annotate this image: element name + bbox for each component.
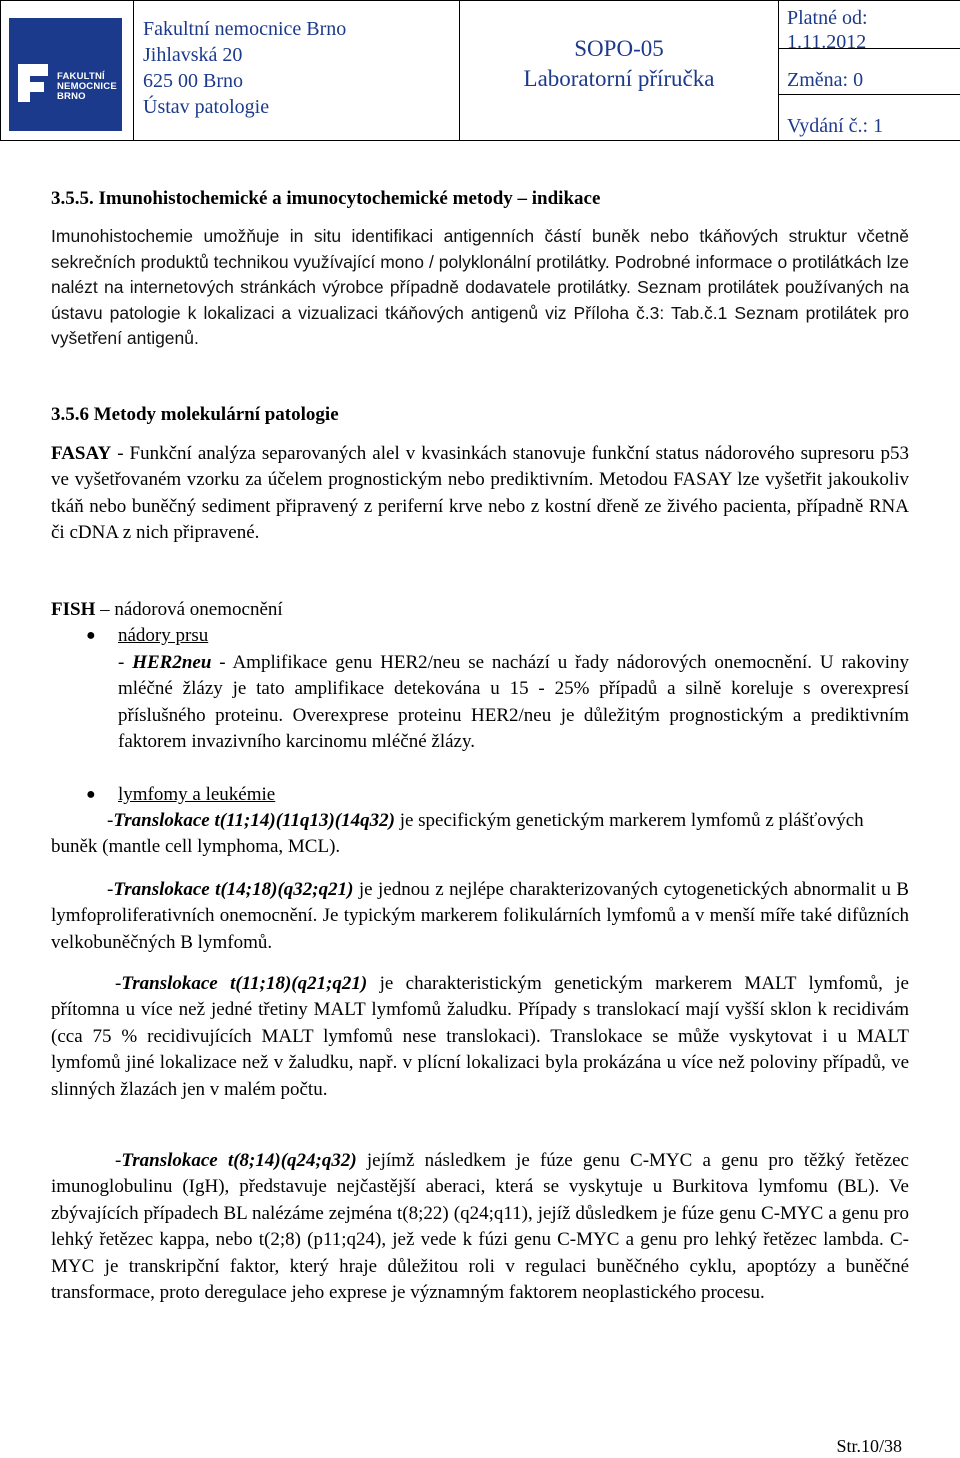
t3-prefix: - [115,973,122,994]
translocation-1-paragraph [51,808,909,861]
fasay-term: FASAY [51,443,112,464]
issue-value: Vydání č.: 1 [787,115,884,137]
valid-label: Platné od: [787,7,868,29]
org-name: Fakultní nemocnice Brno [143,18,347,40]
fasay-paragraph [51,441,909,547]
change-row [779,48,960,94]
org-street: Jihlavská 20 [143,44,243,66]
fasay-text: - Funkční analýza separovaných alel v kvasinkách stanovuje funkční status nádorového supresoru p53 ve vyšetřovaném vzorku za účelem prognostickým nebo prediktivním. Metodou FASAY lze vyšetřit jakoukoliv tkáň nebo buněčný sediment připravený z periferní krve nebo z kostní dřeně ze živého pacienta, případně RNA či cDNA z nich připravené. [51,443,909,544]
doc-code: SOPO-05 [574,36,664,61]
logo-cell [1,1,134,141]
t2-prefix: - [107,879,114,900]
fish-text: – nádorová onemocnění [95,599,283,620]
organization-cell [134,1,460,141]
t3-text: je charakteristickým genetickým markerem MALT lymfomů, je přítomna u více než jedné třetiny MALT lymfomů žaludku. Případy s translokací mají vyšší sklon k recidivám (cca 75 % recidivujících MALT lymfomů nese translokaci). Translokace se může vyskytovat i u MALT lymfomů jiné lokalizace než v žaludku, např. v plícní lokalizaci byla prokázána u více než poloviny případů, ve slinných žlazách jen v malém počtu. [51,973,909,1100]
translocation-3-paragraph [51,971,909,1103]
ihc-paragraph: Imunohistochemie umožňuje in situ identifikaci antigenních částí buněk nebo tkáňových struktur včetně sekrečních produktů technikou využívající mono / polyklonální protilátky. Podrobné informace o protilátkách lze nalézt na internetových stránkách výrobce případně dodavatele protilátky. Seznam protilátek používaných na ústavu patologie k lokalizaci a vizualizaci tkáňových antigenů viz Příloha č.3: Tab.č.1 Seznam protilátek pro vyšetření antigenů. [51,226,909,349]
t4-text: jejímž následkem je fúze genu C-MYC a genu pro těžký řetězec imunoglobulinu (IgH), představuje nejčastější aberaci, která se vyskytuje u Burkitova lymfomu (BL). Ve zbývajících případech BL nalézáme zejména t(8;22) (q24;q11), jejíž důsledkem je fúze genu C-MYC a genu pro lehký řetězec kappa, nebo t(2;8) (p11;q24), jež vede k fúzi genu C-MYC a genu pro lehký řetězec lambda. C-MYC je transkripční faktor, který hraje důležitou roli v regulaci buněčného cyklu, apoptózy a buněčné transformace, proto deregulace jeho exprese je významným faktorem neoplastického procesu. [51,1150,909,1304]
change-value: Změna: 0 [787,69,864,91]
bullet-1-icon: ● [86,627,96,644]
t1-text: je specifickým genetickým markerem lymfomů z plášťových buněk (mantle cell lymphoma, MCL). [51,810,864,858]
bullet-breast-tumors: nádory prsu [118,625,209,646]
document-id-cell [460,1,779,141]
t4-prefix: - [115,1150,122,1171]
page-number: Str.10/38 [836,1436,902,1456]
hospital-logo [9,18,122,131]
her2neu-text: - Amplifikace genu HER2/neu se nachází u řady nádorových onemocnění. U rakoviny mléčné žlázy je tato amplifikace detekována u 15 - 25% případů a silně koreluje s overexpresí příslušného proteinu. Overexprese proteinu HER2/neu je důležitým prognostickým a prediktivním faktorem invazivního karcinomu mléčné žlázy. [118,652,910,753]
section-heading-355: 3.5.5. Imunohistochemické a imunocytochemické metody – indikace [51,188,601,209]
t1-term: Translokace t(11;14)(11q13)(14q32) [113,810,395,831]
t2-term: Translokace t(14;18)(q32;q21) [113,879,354,900]
validity-row [779,1,960,53]
translocation-4-paragraph [51,1148,909,1306]
document-header [0,0,960,141]
her-prefix: - [118,652,133,673]
her2neu-term: HER2neu [132,652,212,673]
t3-term: Translokace t(11;18)(q21;q21) [121,973,368,994]
logo-text: FAKULTNÍ NEMOCNICE BRNO [57,71,117,102]
t1-prefix: - [107,810,114,831]
her2neu-paragraph [118,650,909,756]
bullet-2-icon: ● [86,786,96,803]
section-heading-356: 3.5.6 Metody molekulární patologie [51,404,339,425]
bullet-lymphomas: lymfomy a leukémie [118,784,276,805]
metadata-cell [779,1,960,141]
org-city: 625 00 Brno [143,70,243,92]
t2-text: je jednou z nejlépe charakterizovaných cytogenetických abnormalit u B lymfoproliferativních onemocnění. Je typickým markerem folikulárních lymfomů a v menší míře také difůzních velkobuněčných B lymfomů. [51,879,909,953]
issue-row [779,94,960,140]
fish-term: FISH [51,599,96,620]
t4-term: Translokace t(8;14)(q24;q32) [121,1150,357,1171]
fish-heading [51,597,909,623]
valid-date: 1.11.2012 [787,31,867,53]
translocation-2-paragraph [51,877,909,956]
doc-title: Laboratorní příručka [523,66,715,91]
org-department: Ústav patologie [143,96,270,118]
